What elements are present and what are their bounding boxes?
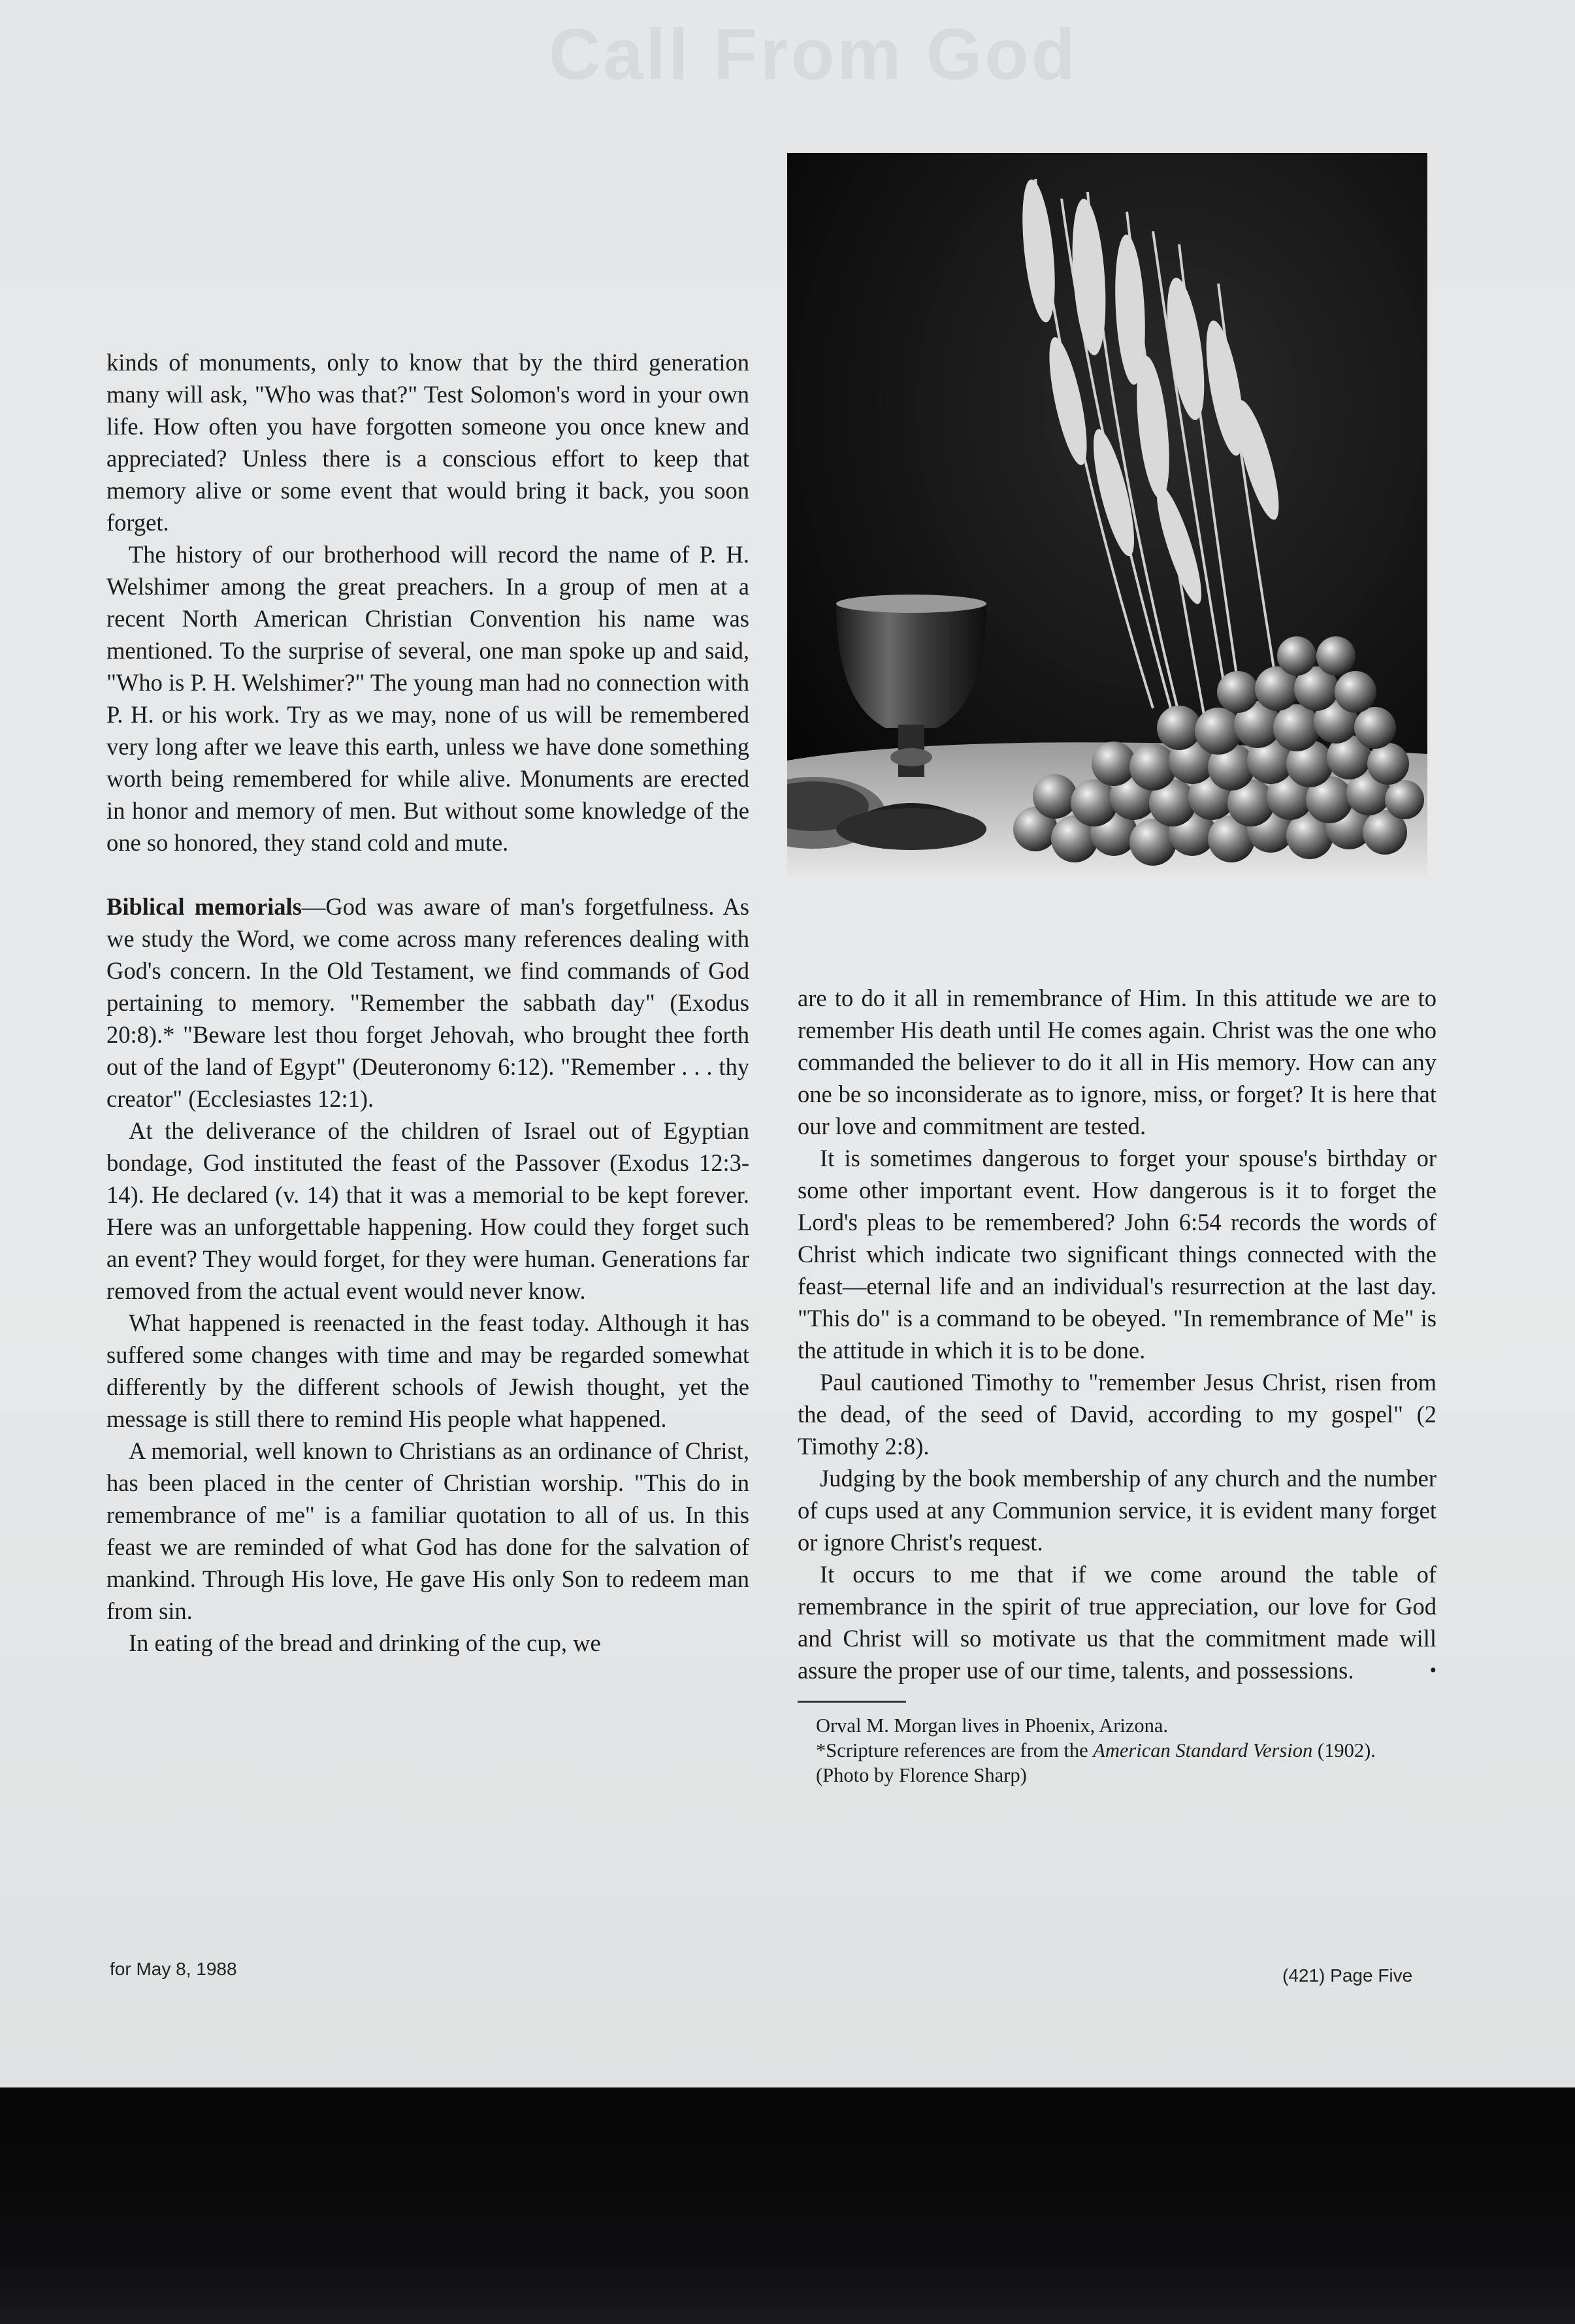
scripture-note-suffix: (1902).	[1312, 1739, 1376, 1761]
paragraph: Paul cautioned Timothy to "remember Jesus Christ, risen from the dead, of the seed of David, according to my gospel" (2 Timothy 2:8).	[798, 1369, 1437, 1460]
paragraph: Judging by the book membership of any church and the number of cups used at any Communion service, it is evident many forget or ignore Christ's request.	[798, 1465, 1437, 1556]
scan-background	[0, 2087, 1575, 2324]
photo-credit: (Photo by Florence Sharp)	[816, 1764, 1027, 1786]
footer-page-number: (421) Page Five	[1282, 1965, 1413, 1986]
communion-photo-graphic	[787, 153, 1427, 876]
paragraph: It is sometimes dangerous to forget your spouse's birthday or some other important event. How dangerous is it to forget the Lord's pleas to be remembered? John 6:54 records the words of Christ which indicate two significant things connected with the feast—eternal life and an individual's resurrection at the last day. "This do" is a command to be obeyed. "In remembrance of Me" is the attitude in which it is to be done.	[798, 1145, 1437, 1364]
end-mark: •	[1429, 1660, 1437, 1681]
author-note: Orval M. Morgan lives in Phoenix, Arizona.	[816, 1714, 1169, 1737]
paragraph: A memorial, well known to Christians as an ordinance of Christ, has been placed in the center of Christian worship. "This do in remembrance of me" is a familiar quotation to all of us. In this feast we are reminded of what God has done for the salvation of mankind. Through His love, He gave His only Son to redeem man from sin.	[106, 1437, 749, 1624]
section-paragraph	[106, 891, 749, 1115]
section-heading: Biblical memorials	[106, 893, 302, 920]
footnotes	[798, 1713, 1437, 1788]
paragraph: What happened is reenacted in the feast today. Although it has suffered some changes with time and may be regarded somewhat differently by the different schools of Jewish thought, yet the message is still there to remind His people what happened.	[106, 1309, 749, 1432]
communion-photo	[787, 153, 1427, 876]
paragraph: In eating of the bread and drinking of the cup, we	[129, 1629, 601, 1656]
paragraph: At the deliverance of the children of Israel out of Egyptian bondage, God instituted the feast of the Passover (Exodus 12:3-14). He declared (v. 14) that it was a memorial to be kept forever. Here was an unforgettable happening. How could they forget such an event? They would forget, for they were human. Generations far removed from the actual event would never know.	[106, 1117, 749, 1304]
paragraph: The history of our brotherhood will record the name of P. H. Welshimer among the great preachers. In a group of men at a recent North American Christian Convention his name was mentioned. To the surprise of several, one man spoke up and said, "Who is P. H. Welshimer?" The young man had no connection with P. H. or his work. Try as we may, none of us will be remembered very long after we leave this earth, unless we have done something worth being remembered for while alive. Monuments are erected in honor and memory of men. But without some knowledge of the one so honored, they stand cold and mute.	[106, 541, 749, 856]
right-column	[798, 982, 1437, 1788]
faded-title-bleed: Call From God	[549, 14, 1078, 95]
closing-text: It occurs to me that if we come around the table of remembrance in the spirit of true appreciation, our love for God and Christ will so motivate us that the commitment made will assure the proper use of our time, talents, and possessions.	[798, 1561, 1437, 1684]
paragraph	[798, 1558, 1437, 1686]
scripture-note-prefix: *Scripture references are from the	[816, 1739, 1094, 1761]
footnote-rule	[798, 1701, 906, 1703]
left-column	[106, 346, 749, 1659]
paragraph: kinds of monuments, only to know that by the third generation many will ask, "Who was that?" Test Solomon's word in your own life. How often you have forgotten someone you once knew and appreciated? Unless there is a conscious effort to keep that memory alive or some event that would bring it back, you soon forget.	[106, 349, 749, 536]
scripture-version: American Standard Version	[1093, 1739, 1313, 1761]
scripture-note	[798, 1738, 1437, 1763]
paragraph: are to do it all in remembrance of Him. In this attitude we are to remember His death until He comes again. Christ was the one who commanded the believer to do it all in His memory. How can any one be so inconsiderate as to ignore, miss, or forget? It is here that our love and commitment are tested.	[798, 985, 1437, 1139]
section-lead-text: —God was aware of man's forgetfulness. As we study the Word, we come across many references dealing with God's concern. In the Old Testament, we find commands of God pertaining to memory. "Remember the sabbath day" (Exodus 20:8).* "Beware lest thou forget Jehovah, who brought thee forth out of the land of Egypt" (Deuteronomy 6:12). "Remember . . . thy creator" (Ecclesiastes 12:1).	[106, 893, 749, 1112]
footer-date: for May 8, 1988	[110, 1959, 237, 1979]
